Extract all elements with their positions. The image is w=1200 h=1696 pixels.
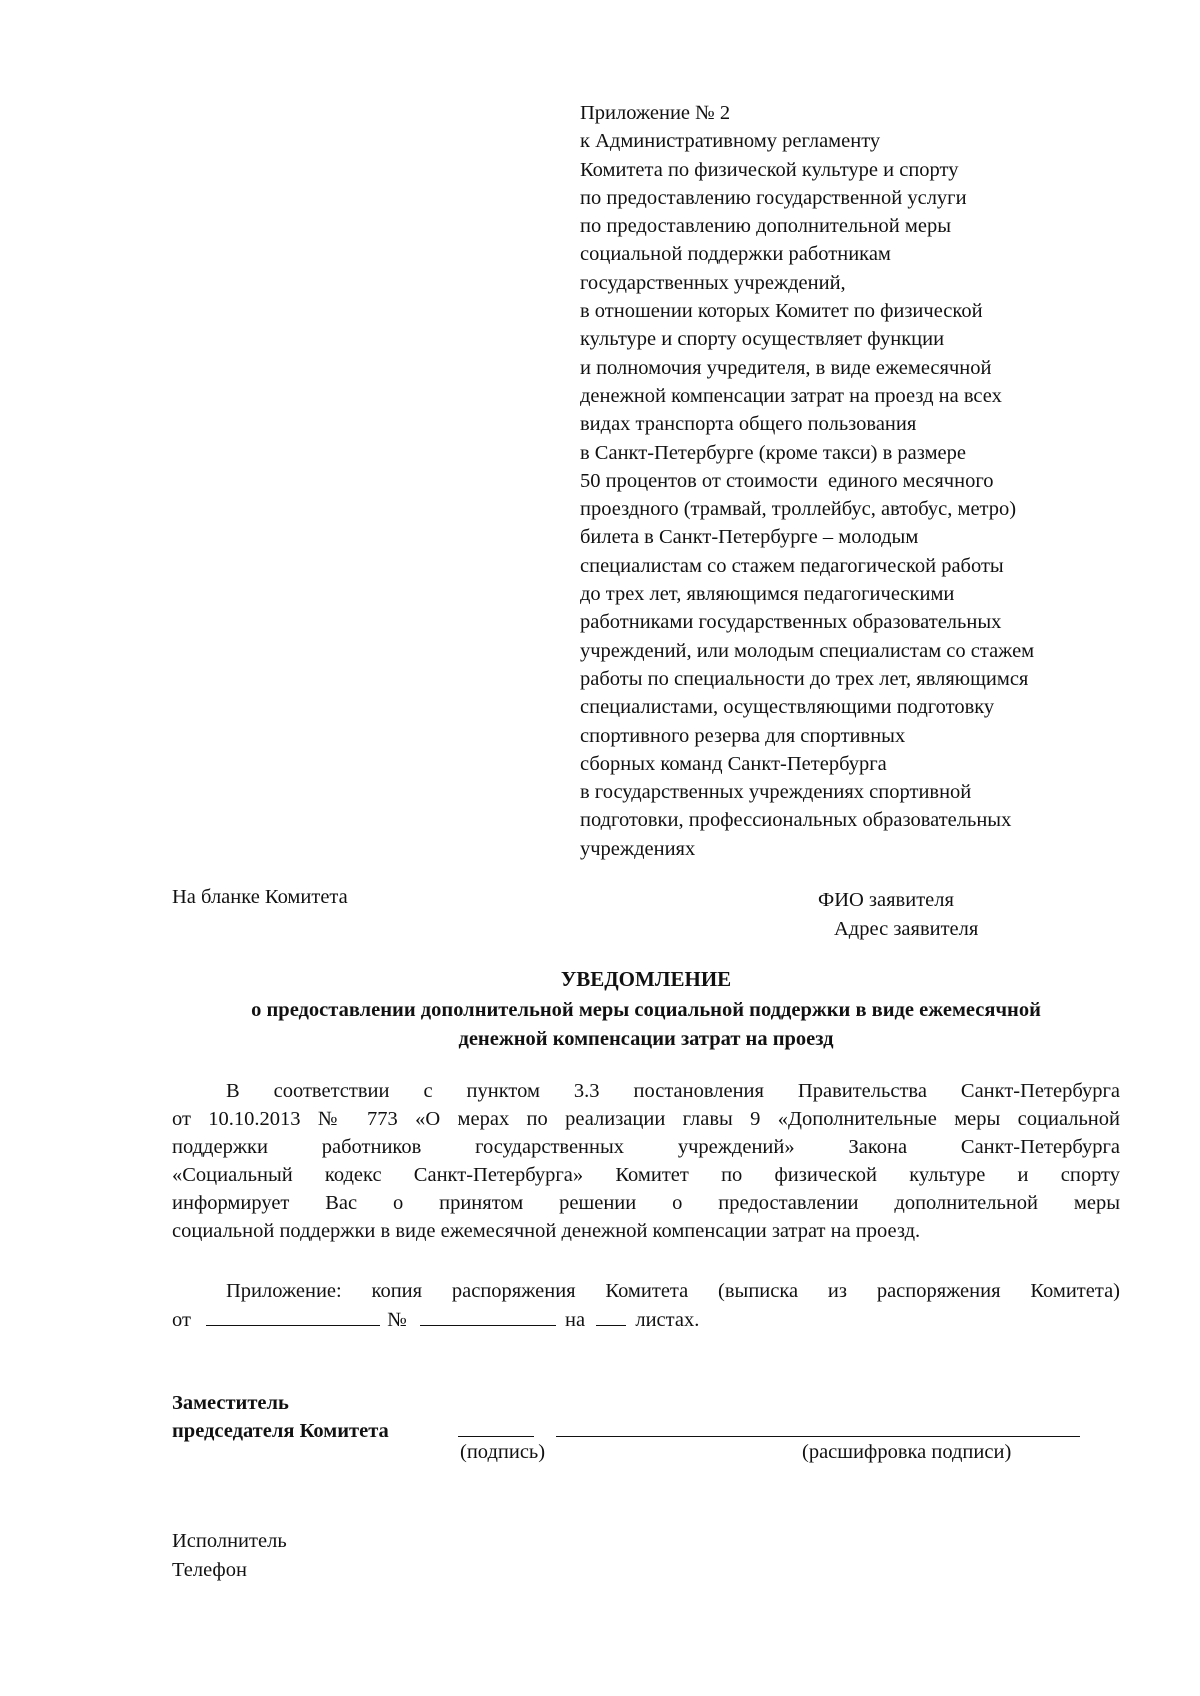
appendix-line: в Санкт-Петербурге (кроме такси) в размере: [580, 441, 966, 464]
appendix-line: учреждениях: [580, 837, 696, 860]
appendix-line: государственных учреждений,: [580, 271, 846, 294]
signature-decoding-line: [556, 1436, 1080, 1437]
appendix-line: к Административному регламенту: [580, 130, 881, 153]
appendix-line: по предоставлению государственной услуги: [580, 186, 967, 209]
date-blank: [206, 1307, 380, 1326]
appendix-line: денежной компенсации затрат на проезд на всех: [580, 384, 1002, 407]
appendix-line: работы по специальности до трех лет, являющимся: [580, 667, 1029, 690]
appendix-line: проездного (трамвай, троллейбус, автобус, метро): [580, 498, 1017, 521]
attachment-block: [172, 1277, 1120, 1335]
appendix-line: в отношении которых Комитет по физической: [580, 300, 983, 323]
document-title: УВЕДОМЛЕНИЕ: [560, 967, 732, 991]
signature-caption: (подпись): [460, 1441, 546, 1463]
attachment-number-label: №: [387, 1309, 407, 1331]
appendix-line: сборных команд Санкт-Петербурга: [580, 752, 887, 775]
appendix-line: специалистам со стажем педагогической работы: [580, 554, 1004, 577]
appendix-line: билета в Санкт-Петербурге – молодым: [580, 526, 919, 549]
letterhead-label: На бланке Комитета: [172, 886, 348, 908]
signature-decoding-caption: (расшифровка подписи): [802, 1441, 1012, 1463]
signatory-title-line: Заместитель: [172, 1392, 289, 1414]
notification-body: [172, 1077, 1120, 1245]
sheets-blank: [596, 1307, 626, 1326]
appendix-line: и полномочия учредителя, в виде ежемесячной: [580, 356, 992, 379]
appendix-line: в государственных учреждениях спортивной: [580, 781, 972, 804]
document-subtitle: [172, 996, 1120, 1053]
appendix-line: до трех лет, являющимся педагогическими: [580, 583, 955, 606]
body-line: «Социальный кодекс Санкт-Петербурга» Комитет по физической культуре и спорту: [172, 1164, 1120, 1186]
attachment-from-label: от: [172, 1309, 191, 1331]
appendix-line: подготовки, профессиональных образовательных: [580, 809, 1012, 832]
number-blank: [420, 1307, 556, 1326]
appendix-line: социальной поддержки работникам: [580, 243, 891, 266]
footer-block: [172, 1527, 287, 1585]
appendix-line: работниками государственных образовательных: [580, 611, 1002, 634]
recipient-name-label: ФИО заявителя: [818, 889, 954, 911]
appendix-line: учреждений, или молодым специалистам со стажем: [580, 639, 1035, 662]
body-line: [172, 1077, 1120, 1105]
attachment-line: [172, 1277, 1120, 1306]
body-line: поддержки работников государственных учреждений» Закона Санкт-Петербурга: [172, 1136, 1120, 1158]
phone-label: Телефон: [172, 1559, 247, 1581]
body-line: социальной поддержки в виде ежемесячной денежной компенсации затрат на проезд.: [172, 1220, 921, 1242]
body-line: информирует Вас о принятом решении о предоставлении дополнительной меры: [172, 1192, 1120, 1214]
executor-label: Исполнитель: [172, 1530, 287, 1552]
recipient-address-label: Адрес заявителя: [834, 918, 979, 940]
appendix-line: видах транспорта общего пользования: [580, 413, 917, 436]
recipient-block: [818, 886, 978, 944]
appendix-line: спортивного резерва для спортивных: [580, 724, 906, 747]
appendix-line: Комитета по физической культуре и спорту: [580, 158, 959, 181]
attachment-sheets-label: листах.: [635, 1309, 700, 1331]
appendix-line: культуре и спорту осуществляет функции: [580, 328, 945, 351]
appendix-line: 50 процентов от стоимости единого месячного: [580, 469, 994, 492]
signatory-title-line: председателя Комитета: [172, 1420, 389, 1442]
signature-line: [458, 1436, 534, 1437]
appendix-line: специалистами, осуществляющими подготовку: [580, 696, 995, 719]
attachment-details-line: [172, 1306, 1120, 1335]
signatory-title: [172, 1389, 389, 1445]
appendix-header: [580, 99, 1170, 863]
attachment-text: Приложение: копия распоряжения Комитета (выписка из распоряжения Комитета): [226, 1280, 1120, 1302]
attachment-on-label: на: [565, 1309, 586, 1331]
body-line-text: В соответствии с пунктом 3.3 постановления Правительства Санкт-Петербурга: [226, 1080, 1120, 1102]
body-line: от 10.10.2013 № 773 «О мерах по реализации главы 9 «Дополнительные меры социальной: [172, 1108, 1120, 1130]
subtitle-line: денежной компенсации затрат на проезд: [458, 1027, 834, 1050]
appendix-line: по предоставлению дополнительной меры: [580, 215, 951, 238]
appendix-line: Приложение № 2: [580, 102, 731, 124]
subtitle-line: о предоставлении дополнительной меры социальной поддержки в виде ежемесячной: [251, 999, 1041, 1021]
